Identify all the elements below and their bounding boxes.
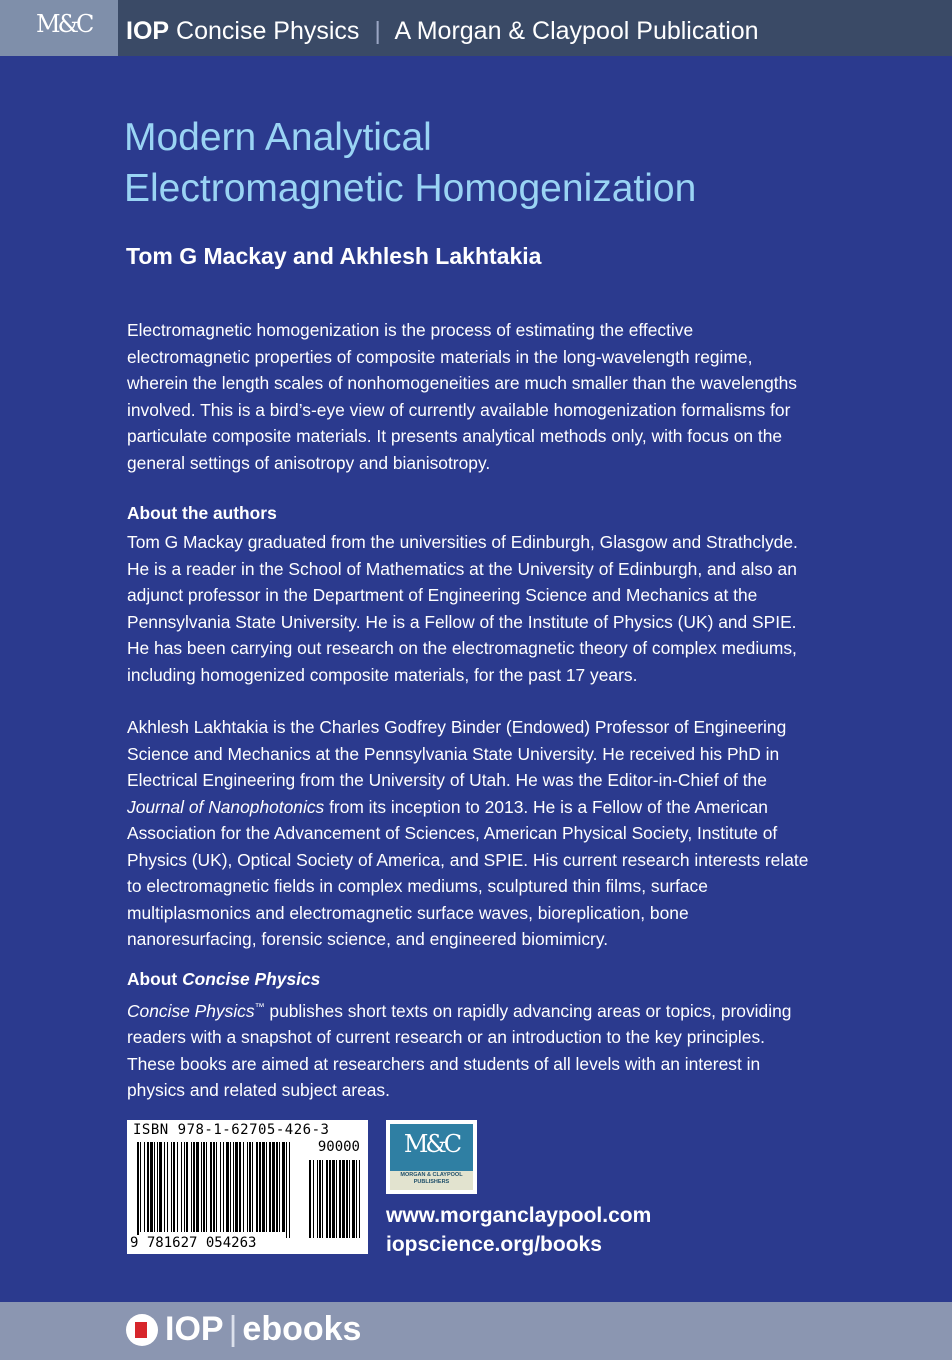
book-authors: Tom G Mackay and Akhlesh Lakhtakia bbox=[126, 243, 542, 269]
url-iopscience[interactable]: iopscience.org/books bbox=[386, 1233, 602, 1256]
barcode-addon-bar bbox=[326, 1160, 328, 1238]
mc-glyph: M&C bbox=[403, 1130, 460, 1158]
barcode-bar bbox=[230, 1142, 231, 1232]
trademark-mark: ™ bbox=[254, 1002, 265, 1013]
isbn-barcode bbox=[127, 1120, 368, 1254]
header-separator: | bbox=[374, 17, 381, 45]
lakhtakia-bio-part2: from its inception to 2013. He is a Fellow of the American Association for the Advancement of Sciences, American Physical Society, Institute of Physics (UK), Optical Society of America, and SPIE. His current research interests relate to electromagnetic fields in complex mediums, sculptured thin films, surface multiplasmonics and electromagnetic surface waves, bioreplication, bone nanoresurfacing, forensic science, and engineered biomimicry. bbox=[127, 796, 809, 949]
barcode-bar bbox=[252, 1142, 253, 1232]
barcode-bar bbox=[262, 1142, 265, 1232]
barcode-bar bbox=[220, 1142, 221, 1232]
morgan-claypool-logo bbox=[386, 1120, 477, 1194]
isbn-label: ISBN 978-1-62705-426-3 bbox=[133, 1122, 330, 1138]
barcode-addon-bar bbox=[346, 1160, 348, 1238]
barcode-bar bbox=[173, 1142, 175, 1232]
barcode-bar bbox=[140, 1142, 141, 1232]
lakhtakia-bio bbox=[127, 714, 817, 953]
barcode-bar bbox=[239, 1142, 241, 1232]
title-line-1: Modern Analytical bbox=[124, 116, 432, 159]
barcode-bar bbox=[286, 1142, 287, 1238]
about-authors-heading: About the authors bbox=[127, 503, 277, 523]
footer-product: ebooks bbox=[242, 1310, 362, 1348]
barcode-bar bbox=[276, 1142, 278, 1232]
barcode-bar bbox=[159, 1142, 162, 1232]
mc-logo-glyph: M&C bbox=[36, 10, 92, 38]
barcode-bar bbox=[193, 1142, 195, 1232]
barcode-bar bbox=[256, 1142, 258, 1232]
publisher-name: MORGAN & CLAYPOOL PUBLISHERS bbox=[400, 1172, 463, 1185]
barcode-addon-bar bbox=[342, 1160, 345, 1238]
series-name: Concise Physics bbox=[176, 17, 360, 45]
publisher-line: A Morgan & Claypool Publication bbox=[394, 17, 759, 45]
barcode-bar bbox=[266, 1142, 267, 1232]
header-bar bbox=[0, 0, 952, 56]
barcode-addon-bar bbox=[349, 1160, 350, 1238]
barcode-bar bbox=[181, 1142, 182, 1232]
barcode-addon-bar bbox=[317, 1160, 318, 1238]
abstract-text: Electromagnetic homogenization is the process of estimating the effective electromagnetic properties of composite materials in the long-wavelength regime, wherein the length scales of nonhomogeneities are much smaller than the wavelengths involved. This is a bird’s-eye view of currently available homogenization formalisms for particulate composite materials. It presents analytical methods only, with focus on the general settings of anisotropy and bianisotropy. bbox=[127, 320, 797, 473]
barcode-bar bbox=[247, 1142, 248, 1232]
barcode-bar bbox=[203, 1142, 205, 1232]
barcode-bar bbox=[210, 1142, 212, 1232]
barcode-bar bbox=[184, 1142, 185, 1232]
barcode-addon-bar bbox=[336, 1160, 337, 1238]
logo-band bbox=[390, 1171, 473, 1190]
barcode-addon-bar bbox=[332, 1160, 335, 1238]
barcode-bar bbox=[289, 1142, 290, 1238]
lakhtakia-bio-part1: Akhlesh Lakhtakia is the Charles Godfrey Binder (Endowed) Professor of Engineering Science and Mechanics at the Pennsylvania State University. He received his PhD in Electrical Engineering from the University of Utah. He was the Editor-in-Chief of the bbox=[127, 717, 787, 790]
barcode-digits: 9 781627 054263 bbox=[130, 1235, 257, 1251]
footer-brand: IOP bbox=[165, 1310, 224, 1348]
title-line-2: Electromagnetic Homogenization bbox=[124, 167, 697, 210]
barcode-bar bbox=[154, 1142, 155, 1232]
barcode-bar bbox=[186, 1142, 188, 1232]
url-morganclaypool[interactable]: www.morganclaypool.com bbox=[386, 1204, 652, 1227]
barcode-bar bbox=[243, 1142, 244, 1232]
barcode-bar bbox=[206, 1142, 207, 1232]
barcode-bar bbox=[259, 1142, 261, 1232]
book-icon bbox=[126, 1314, 158, 1346]
website-links bbox=[386, 1201, 651, 1259]
barcode-bar bbox=[201, 1142, 202, 1232]
barcode-bar bbox=[213, 1142, 215, 1232]
barcode-bar bbox=[196, 1142, 199, 1232]
barcode-addon-bar bbox=[319, 1160, 321, 1238]
barcode-bar bbox=[235, 1142, 238, 1232]
barcode-bar bbox=[137, 1142, 139, 1238]
barcode-addon-bar bbox=[359, 1160, 360, 1238]
footer-bar bbox=[0, 1302, 952, 1360]
book-title bbox=[124, 112, 884, 214]
barcode-bar bbox=[171, 1142, 172, 1232]
barcode-bar bbox=[279, 1142, 280, 1232]
barcode-bar bbox=[157, 1142, 158, 1232]
iop-ebooks-logo bbox=[165, 1308, 361, 1350]
barcode-addon-bar bbox=[352, 1160, 355, 1238]
journal-name: Journal of Nanophotonics bbox=[127, 796, 325, 817]
barcode-bar bbox=[164, 1142, 165, 1232]
about-series-prefix: About bbox=[127, 969, 183, 989]
barcode-bar bbox=[144, 1142, 145, 1232]
iop-brand: IOP bbox=[126, 17, 170, 45]
barcode-bar bbox=[282, 1142, 285, 1232]
series-name-italic: Concise Physics bbox=[127, 1000, 255, 1021]
barcode-bar bbox=[150, 1142, 153, 1232]
barcode-bar bbox=[233, 1142, 234, 1232]
barcode-bars bbox=[137, 1142, 362, 1248]
barcode-bar bbox=[272, 1142, 275, 1232]
series-description bbox=[127, 995, 817, 1104]
about-series-name: Concise Physics bbox=[182, 969, 321, 989]
publisher-logo-small bbox=[0, 0, 118, 56]
series-description-text: publishes short texts on rapidly advancing areas or topics, providing readers with a snapshot of current research or an introduction to the key principles. These books are aimed at researchers and students of all levels with an interest in physics and related subject areas. bbox=[127, 1000, 792, 1101]
barcode-bar bbox=[223, 1142, 224, 1232]
barcode-addon-number: 90000 bbox=[317, 1139, 360, 1155]
barcode-bar bbox=[167, 1142, 168, 1232]
barcode-bar bbox=[226, 1142, 229, 1232]
barcode-bar bbox=[269, 1142, 271, 1232]
barcode-addon-bar bbox=[356, 1160, 357, 1238]
barcode-addon-bar bbox=[329, 1160, 331, 1238]
barcode-addon-bar bbox=[322, 1160, 323, 1238]
barcode-bar bbox=[147, 1142, 149, 1232]
footer-separator: | bbox=[228, 1310, 238, 1348]
about-series-heading bbox=[127, 969, 320, 990]
barcode-bar bbox=[216, 1142, 217, 1232]
mackay-bio: Tom G Mackay graduated from the universities of Edinburgh, Glasgow and Strathclyde. He is a reader in the School of Mathematics at the University of Edinburgh, and also an adjunct professor in the Department of Engineering Science and Mechanics at the Pennsylvania State University. He is a Fellow of the Institute of Physics (UK) and SPIE. He has been carrying out research on the electromagnetic theory of complex mediums, including homogenized composite materials, for the past 17 years. bbox=[127, 532, 798, 685]
series-line bbox=[126, 17, 759, 45]
barcode-addon-bar bbox=[339, 1160, 341, 1238]
barcode-bar bbox=[249, 1142, 251, 1232]
barcode-bar bbox=[177, 1142, 178, 1232]
barcode-bar bbox=[191, 1142, 192, 1232]
barcode-addon-bar bbox=[313, 1160, 314, 1238]
barcode-addon-bar bbox=[309, 1160, 311, 1238]
